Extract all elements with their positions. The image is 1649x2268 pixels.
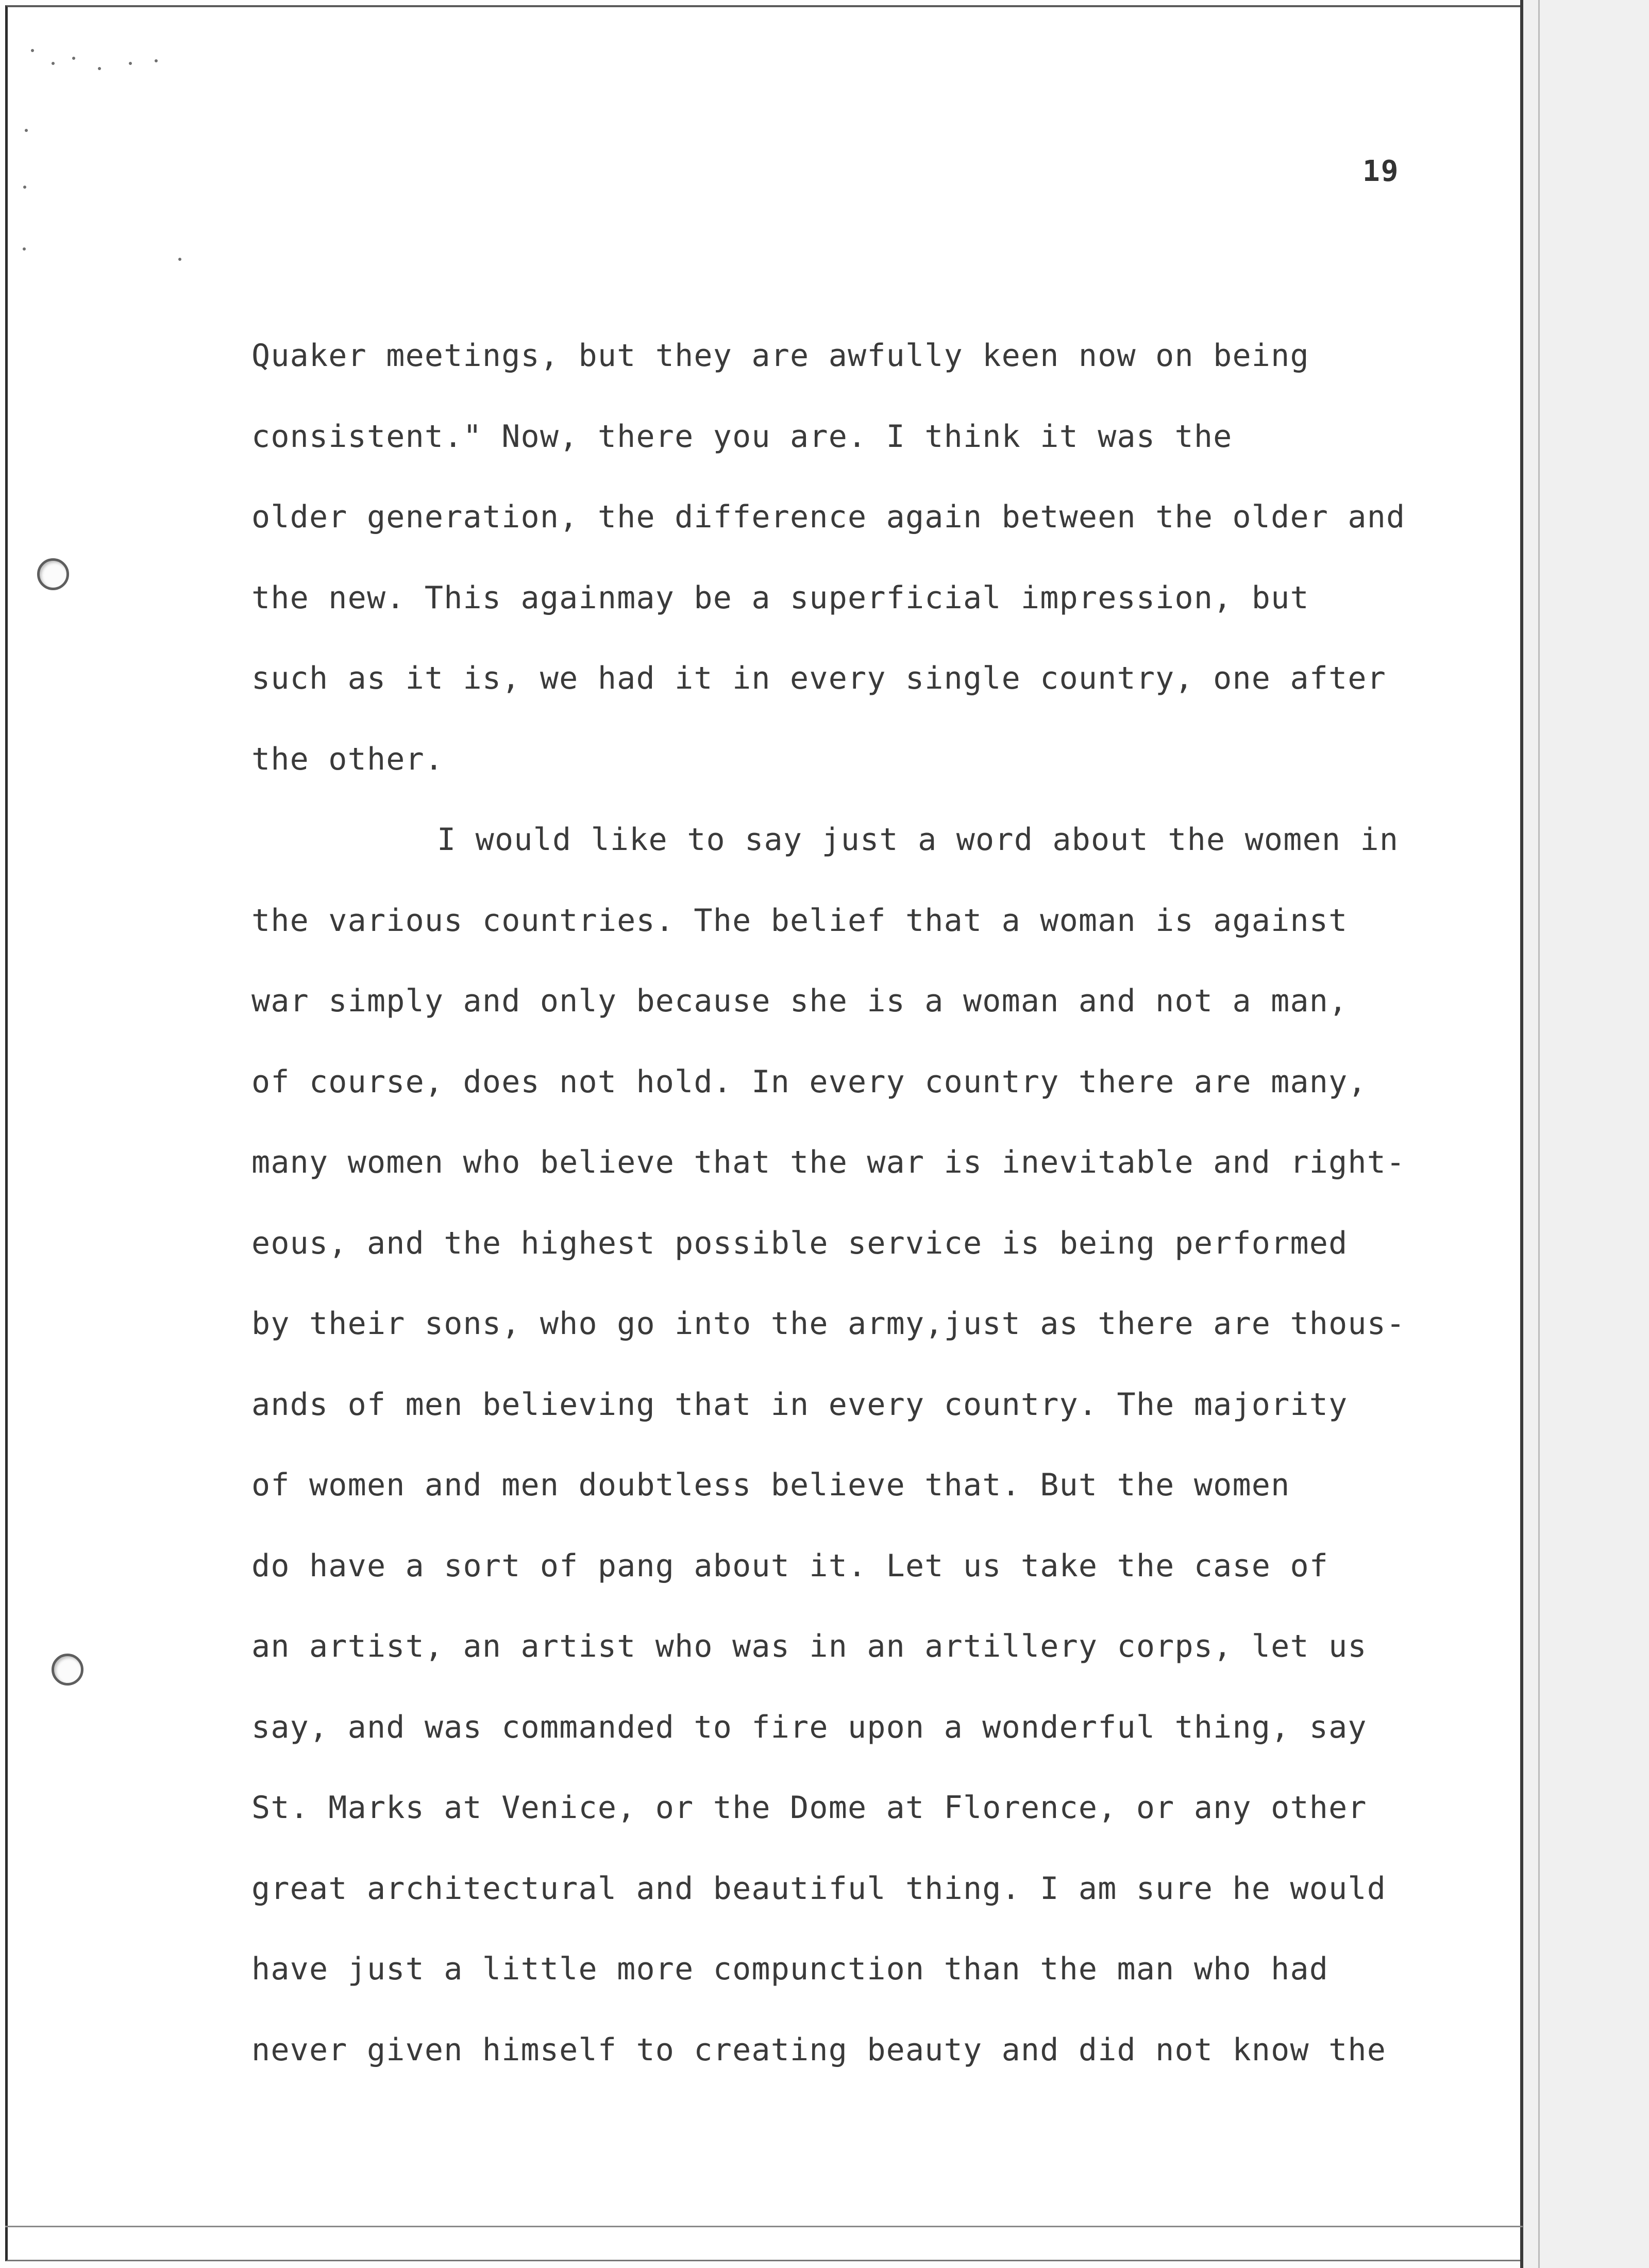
scan-margin-edge (1538, 0, 1540, 2268)
text-line: war simply and only because she is a woman and not a man, (251, 983, 1348, 1019)
scan-speck (52, 62, 55, 65)
text-line: great architectural and beautiful thing. I am sure he would (251, 1870, 1387, 1907)
scan-speck (25, 129, 28, 132)
text-line: say, and was commanded to fire upon a wonderful thing, say (251, 1709, 1367, 1745)
text-line: the other. (251, 741, 444, 777)
punch-hole-top (37, 558, 69, 590)
scan-speck (178, 258, 181, 261)
text-line: eous, and the highest possible service is being performed (251, 1225, 1348, 1261)
scan-speck (98, 67, 101, 70)
text-line: of women and men doubtless believe that. But the women (251, 1467, 1290, 1503)
text-line: do have a sort of pang about it. Let us take the case of (251, 1547, 1329, 1584)
scan-speck (129, 62, 132, 65)
text-line: never given himself to creating beauty and did not know the (251, 2031, 1387, 2068)
scan-speck (23, 186, 26, 189)
paragraph-first-line: I would like to say just a word about the women in (437, 822, 1399, 858)
text-line: by their sons, who go into the army,just as there are thous- (251, 1306, 1406, 1342)
text-line: of course, does not hold. In every country there are many, (251, 1063, 1367, 1100)
text-line: older generation, the difference again between the older and (251, 499, 1406, 535)
text-line: consistent." Now, there you are. I think it was the (251, 418, 1233, 455)
text-line: St. Marks at Venice, or the Dome at Florence, or any other (251, 1790, 1367, 1826)
typescript-body (251, 330, 1499, 2105)
text-line: such as it is, we had it in every single country, one after (251, 660, 1387, 696)
text-line: ands of men believing that in every country. The majority (251, 1386, 1348, 1423)
text-line: many women who believe that the war is inevitable and right- (251, 1144, 1406, 1180)
scan-speck (31, 49, 34, 52)
text-line: the new. This againmay be a superficial impression, but (251, 579, 1309, 616)
punch-hole-bottom (52, 1654, 83, 1686)
text-line: Quaker meetings, but they are awfully keen now on being (251, 338, 1309, 374)
page-number: 19 (1362, 155, 1400, 188)
scan-speck (23, 247, 26, 251)
scan-speck (72, 57, 75, 60)
text-line: the various countries. The belief that a woman is against (251, 902, 1348, 939)
page-bottom-edge (5, 2226, 1523, 2227)
text-line: an artist, an artist who was in an artillery corps, let us (251, 1628, 1367, 1664)
scan-speck (155, 59, 158, 62)
text-line: have just a little more compunction than the man who had (251, 1951, 1329, 1987)
